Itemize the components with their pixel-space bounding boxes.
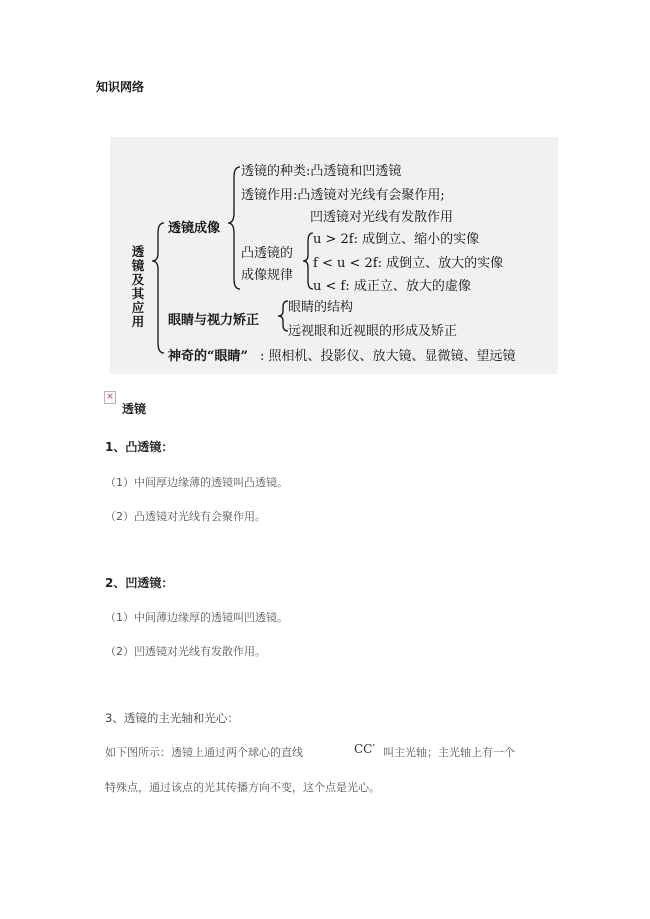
- concave-lens-item-2: （2）凹透镜对光线有发散作用。: [105, 645, 266, 658]
- axis-center-heading: 3、透镜的主光轴和光心：: [105, 711, 239, 725]
- eye-structure: 眼睛的结构: [288, 300, 354, 315]
- eye-brace: [278, 301, 288, 331]
- magic-eye-items: : 照相机、投影仪、放大镜、显微镜、望远镜: [260, 349, 516, 364]
- lens-imaging-brace: [228, 167, 240, 289]
- branch-lens-imaging: 透镜成像: [168, 221, 221, 236]
- axis-cc-label: CC′: [354, 742, 376, 756]
- root-label: 透镜及其应用: [131, 244, 145, 329]
- imaging-rule-1: u > 2f: 成倒立、缩小的实像: [313, 232, 480, 247]
- rule-label-line2: 成像规律: [241, 268, 294, 283]
- lens-effect-concave: 凹透镜对光线有发散作用: [310, 210, 454, 225]
- root-brace: [152, 223, 164, 353]
- concave-lens-item-1: （1）中间薄边缘厚的透镜叫凹透镜。: [105, 611, 288, 624]
- knowledge-network-heading: 知识网络: [96, 80, 145, 94]
- convex-lens-item-2: （2）凸透镜对光线有会聚作用。: [105, 510, 266, 523]
- broken-image-icon: ×: [104, 391, 116, 404]
- section-title: 透镜: [122, 402, 147, 416]
- lens-effect-convex: 透镜作用:凸透镜对光线有会聚作用;: [241, 188, 445, 203]
- imaging-rule-3: u < f: 成正立、放大的虚像: [313, 279, 471, 294]
- eye-vision-correction: 远视眼和近视眼的形成及矫正: [288, 324, 458, 339]
- axis-text-line2: 特殊点，通过该点的光其传播方向不变，这个点是光心。: [105, 781, 380, 794]
- concave-lens-heading: 2、凹透镜：: [105, 576, 174, 590]
- branch-eye-correction: 眼睛与视力矫正: [168, 313, 260, 328]
- rule-label-line1: 凸透镜的: [241, 246, 294, 261]
- axis-text-line1-b: 叫主光轴；主光轴上有一个: [383, 746, 515, 759]
- branch-magic-eye: 神奇的“眼睛”: [168, 349, 248, 364]
- concept-map: [110, 137, 558, 374]
- rules-brace: [303, 233, 313, 289]
- convex-lens-heading: 1、凸透镜：: [105, 440, 174, 454]
- convex-lens-item-1: （1）中间厚边缘薄的透镜叫凸透镜。: [105, 476, 288, 489]
- lens-kinds: 透镜的种类:凸透镜和凹透镜: [241, 164, 402, 179]
- axis-text-line1-a: 如下图所示：透镜上通过两个球心的直线: [105, 746, 303, 759]
- imaging-rule-2: f < u < 2f: 成倒立、放大的实像: [313, 256, 504, 271]
